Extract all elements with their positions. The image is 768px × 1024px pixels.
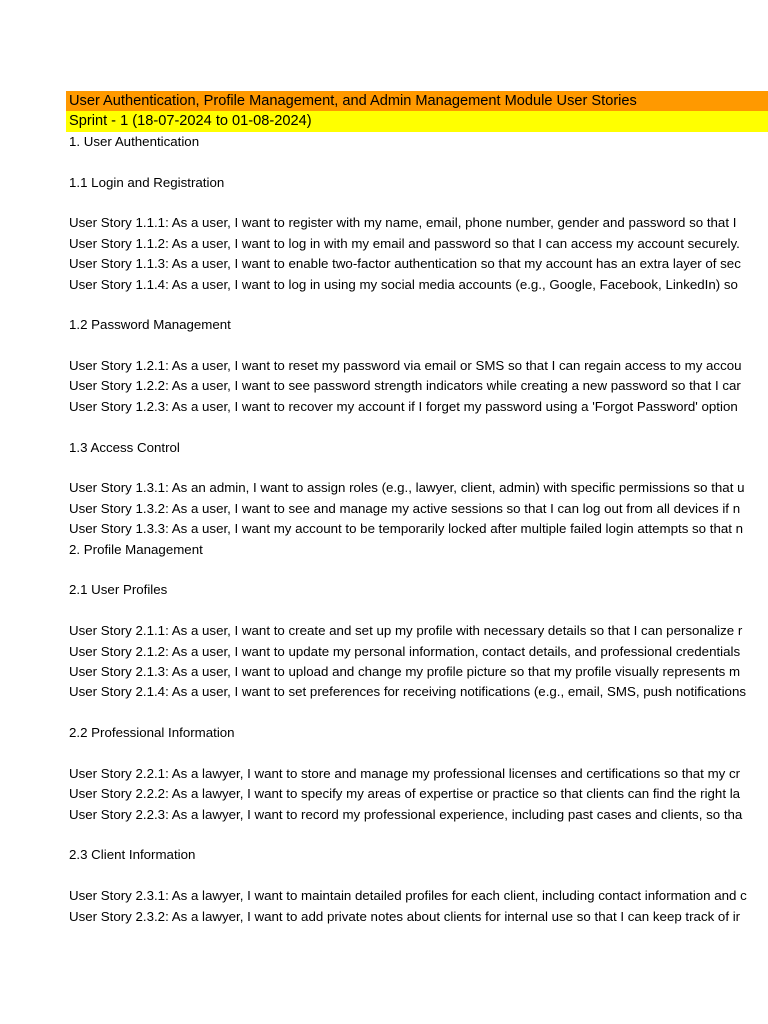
user-story-row: User Story 1.1.1: As a user, I want to register with my name, email, phone number, gender and password so that I xyxy=(69,215,737,231)
subsection-heading: 2.3 Client Information xyxy=(69,847,196,863)
spreadsheet-page xyxy=(66,91,768,927)
story-rows xyxy=(66,132,768,927)
user-story-row: User Story 2.1.2: As a user, I want to update my personal information, contact details, and professional credentials xyxy=(69,643,741,659)
user-story-row: User Story 2.1.4: As a user, I want to set preferences for receiving notifications (e.g., email, SMS, push notifications xyxy=(69,684,746,700)
blank-row xyxy=(66,601,768,621)
section-heading: 1. User Authentication xyxy=(69,133,200,149)
subsection-heading: 1.2 Password Management xyxy=(69,317,231,333)
user-story-row: User Story 1.2.2: As a user, I want to see password strength indicators while creating a new password so that I car xyxy=(69,378,741,394)
blank-row xyxy=(66,295,768,315)
user-story-row: User Story 1.1.4: As a user, I want to log in using my social media accounts (e.g., Google, Facebook, LinkedIn) so xyxy=(69,276,738,292)
blank-row xyxy=(66,193,768,213)
user-story-row: User Story 2.2.2: As a lawyer, I want to specify my areas of expertise or practice so that clients can find the right la xyxy=(69,786,741,802)
subsection-heading: 1.1 Login and Registration xyxy=(69,174,225,190)
blank-row xyxy=(66,458,768,478)
user-story-row: User Story 2.1.1: As a user, I want to create and set up my profile with necessary details so that I can personalize r xyxy=(69,623,743,639)
blank-row xyxy=(66,744,768,764)
blank-row xyxy=(66,866,768,886)
blank-row xyxy=(66,417,768,437)
section-heading: 2. Profile Management xyxy=(69,541,203,557)
sprint-heading: Sprint - 1 (18-07-2024 to 01-08-2024) xyxy=(66,111,768,131)
blank-row xyxy=(66,560,768,580)
user-story-row: User Story 2.3.1: As a lawyer, I want to maintain detailed profiles for each client, including contact information and c xyxy=(69,888,747,904)
user-story-row: User Story 2.1.3: As a user, I want to upload and change my profile picture so that my profile visually represents m xyxy=(69,663,741,679)
user-story-row: User Story 2.2.3: As a lawyer, I want to record my professional experience, including past cases and clients, so tha xyxy=(69,806,743,822)
blank-row xyxy=(66,825,768,845)
user-story-row: User Story 1.2.3: As a user, I want to recover my account if I forget my password using a 'Forgot Password' option xyxy=(69,398,738,414)
blank-row xyxy=(66,336,768,356)
user-story-row: User Story 2.2.1: As a lawyer, I want to store and manage my professional licenses and certifications so that my cr xyxy=(69,765,741,781)
user-story-row: User Story 1.1.3: As a user, I want to enable two-factor authentication so that my account has an extra layer of sec xyxy=(69,256,741,272)
user-story-row: User Story 1.3.1: As an admin, I want to assign roles (e.g., lawyer, client, admin) with specific permissions so that u xyxy=(69,480,745,496)
subsection-heading: 2.1 User Profiles xyxy=(69,582,168,598)
document-title: User Authentication, Profile Management, and Admin Management Module User Stories xyxy=(66,91,768,111)
user-story-row: User Story 1.3.3: As a user, I want my account to be temporarily locked after multiple failed login attempts so that n xyxy=(69,521,744,537)
blank-row xyxy=(66,152,768,172)
blank-row xyxy=(66,703,768,723)
subsection-heading: 1.3 Access Control xyxy=(69,439,180,455)
user-story-row: User Story 1.3.2: As a user, I want to see and manage my active sessions so that I can log out from all devices if n xyxy=(69,500,741,516)
user-story-row: User Story 2.3.2: As a lawyer, I want to add private notes about clients for internal use so that I can keep track of ir xyxy=(69,908,741,924)
subsection-heading: 2.2 Professional Information xyxy=(69,725,235,741)
user-story-row: User Story 1.1.2: As a user, I want to log in with my email and password so that I can access my account securely. xyxy=(69,235,740,251)
user-story-row: User Story 1.2.1: As a user, I want to reset my password via email or SMS so that I can regain access to my accou xyxy=(69,358,742,374)
